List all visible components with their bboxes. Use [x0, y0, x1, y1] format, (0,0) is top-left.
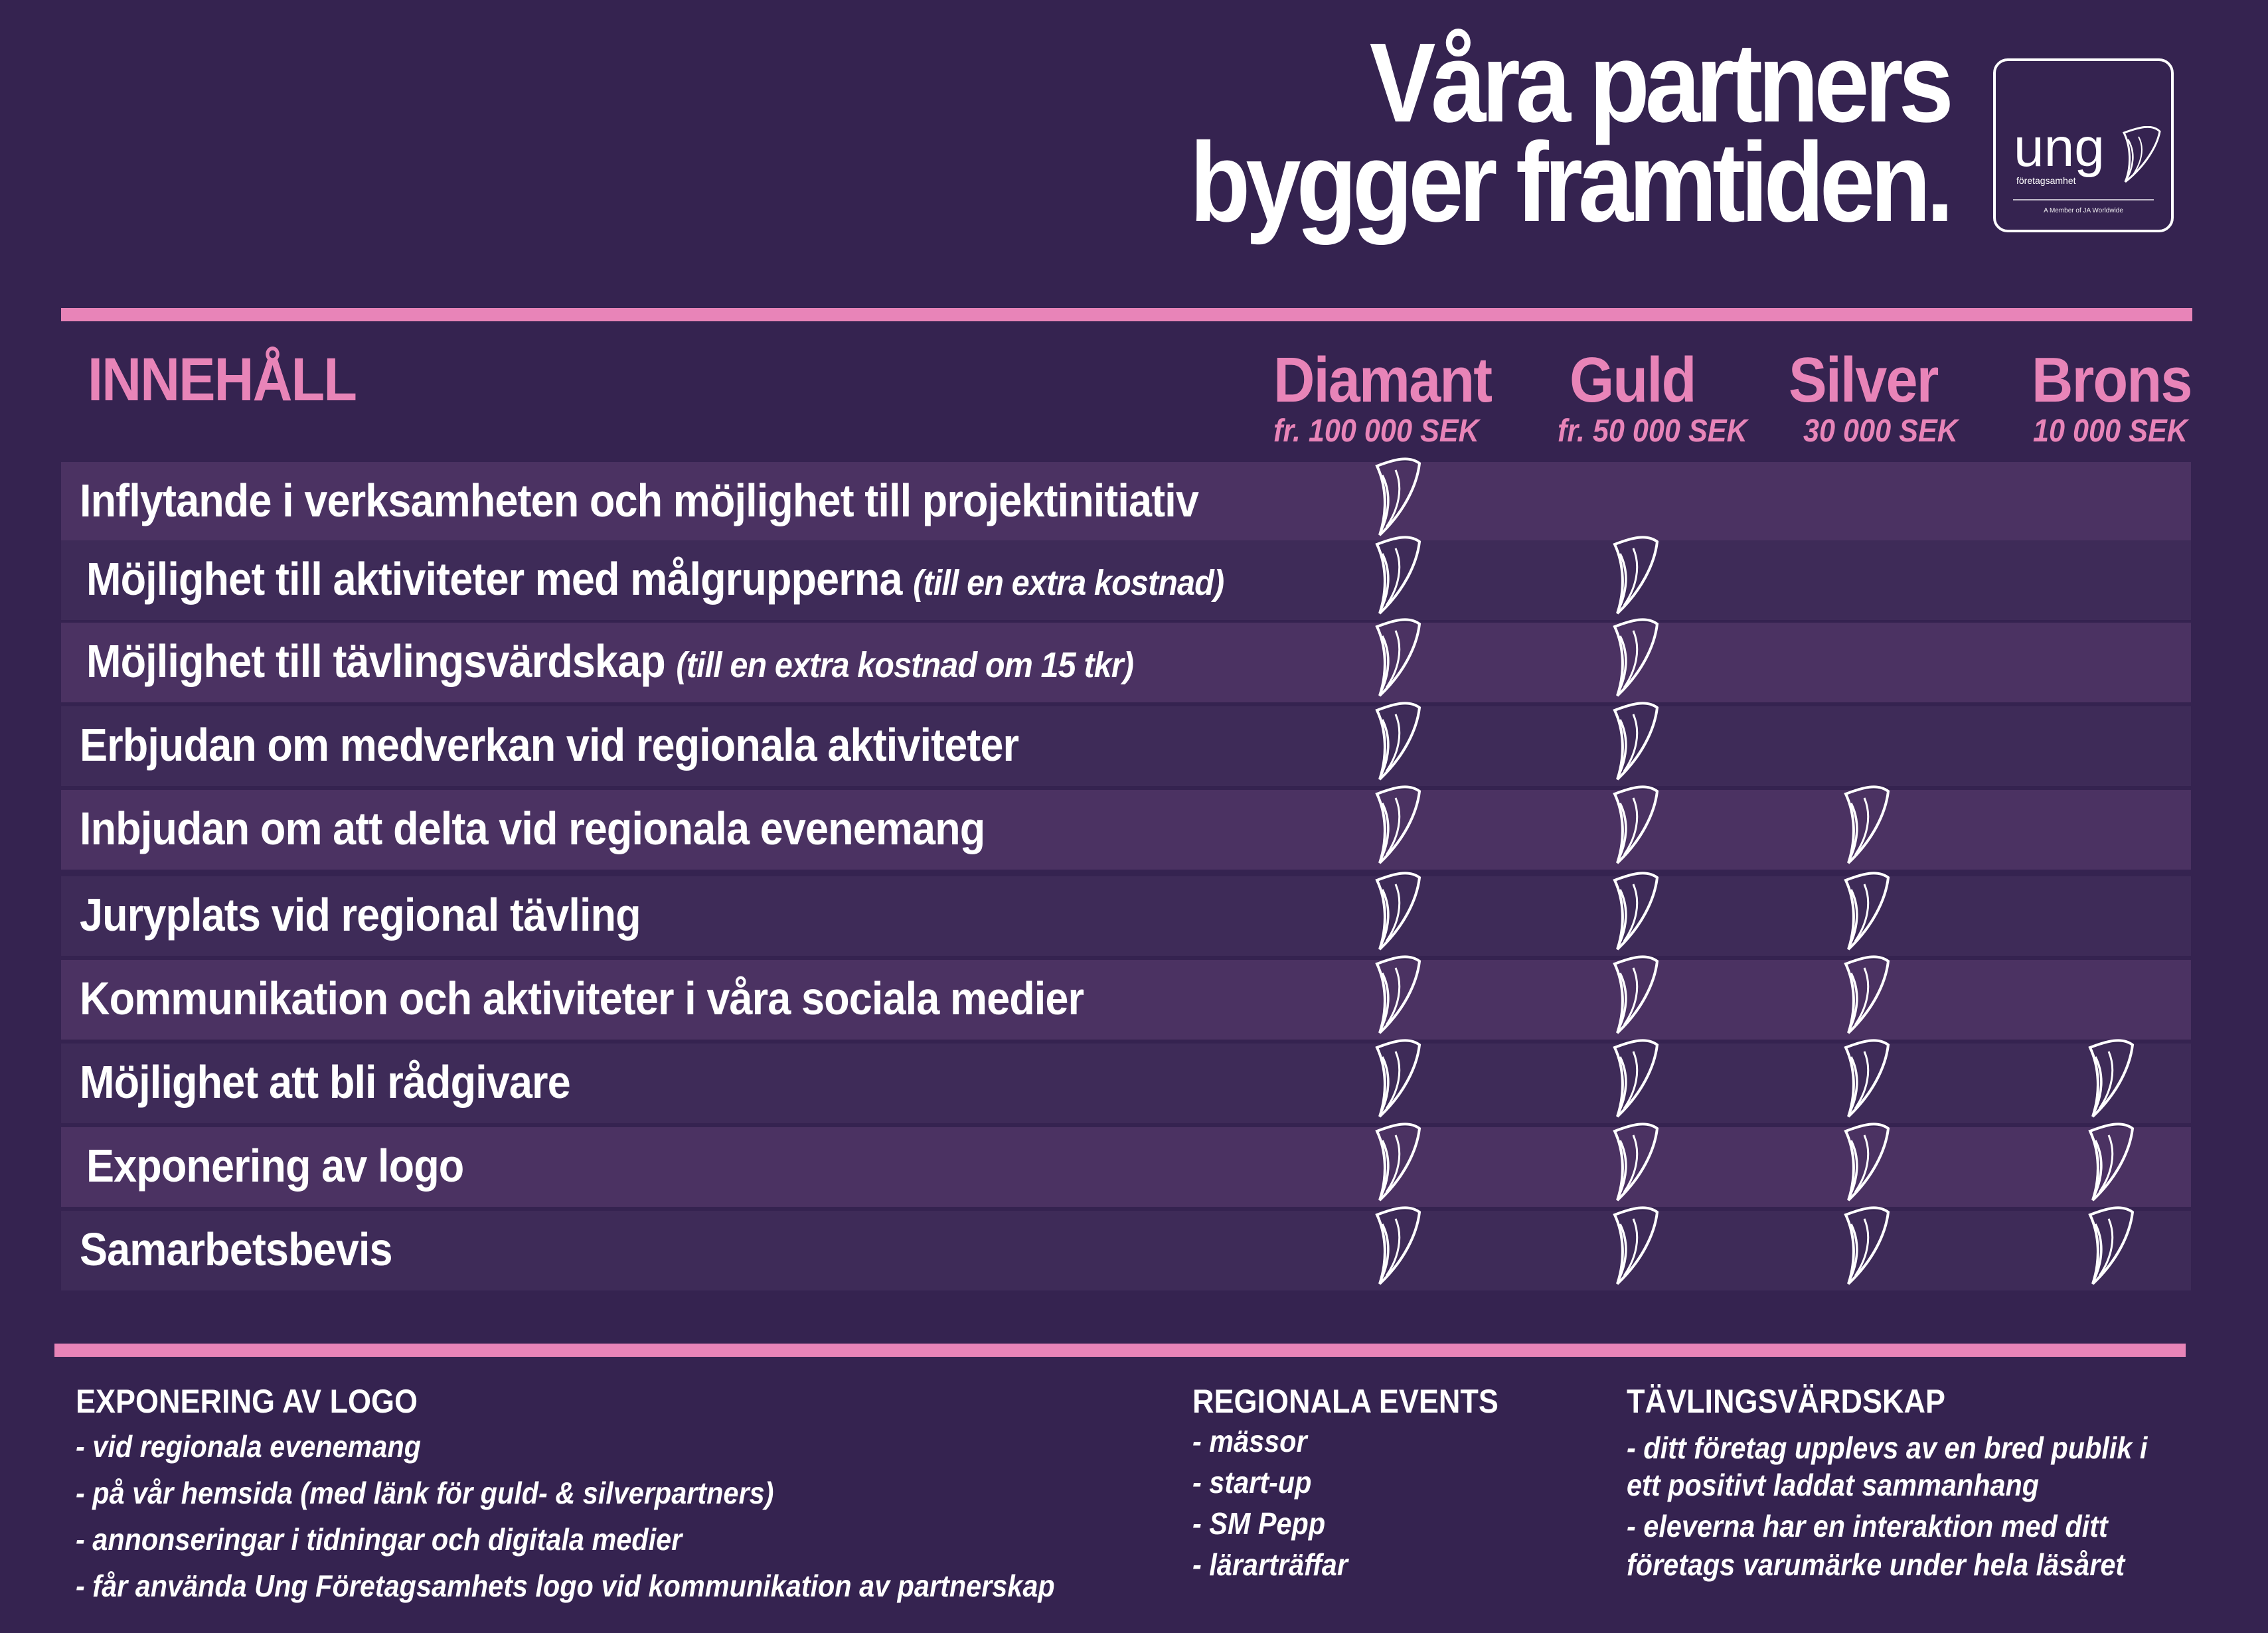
ung-foretagsamhet-mark-icon: [1836, 1202, 1896, 1288]
top-divider: [61, 308, 2192, 321]
row-label-text: Erbjudan om medverkan vid regionala aktiviteter: [80, 719, 1019, 771]
ung-foretagsamhet-mark-icon: [1368, 1202, 1427, 1288]
check-mark-silver: [1836, 1202, 1896, 1288]
tier-price-brons: 10 000 SEK: [2033, 414, 2188, 449]
check-mark-diamant: [1368, 781, 1427, 867]
ung-foretagsamhet-mark-icon: [1605, 781, 1665, 867]
ung-foretagsamhet-mark-icon: [2081, 1202, 2141, 1288]
check-mark-diamant: [1368, 613, 1427, 700]
ung-foretagsamhet-mark-icon: [1368, 1034, 1427, 1121]
check-mark-silver: [1836, 1034, 1896, 1121]
ung-foretagsamhet-mark-icon: [1605, 531, 1665, 617]
list-item: - lärarträffar: [1192, 1547, 1348, 1582]
table-row: [61, 706, 2191, 786]
ung-foretagsamhet-mark-icon: [1605, 1118, 1665, 1204]
tier-name-diamant: Diamant: [1273, 345, 1492, 416]
ung-foretagsamhet-mark-icon: [1368, 697, 1427, 783]
ung-foretagsamhet-mark-icon: [1368, 531, 1427, 617]
check-mark-diamant: [1368, 697, 1427, 783]
list-item: - annonseringar i tidningar och digitala medier: [76, 1522, 683, 1557]
ung-foretagsamhet-mark-icon: [1836, 781, 1896, 867]
list-item: - på vår hemsida (med länk för guld- & silverpartners): [76, 1476, 774, 1510]
row-label: [80, 888, 641, 941]
table-row: [61, 462, 2191, 542]
logo-wordmark: ung: [2014, 117, 2105, 178]
table-row: [61, 790, 2191, 870]
check-mark-guld: [1605, 1202, 1665, 1288]
ung-foretagsamhet-logo: [1993, 58, 2174, 232]
check-mark-guld: [1605, 867, 1665, 953]
list-item: - ditt företag upplevs av en bred publik i: [1627, 1431, 2148, 1465]
check-mark-silver: [1836, 951, 1896, 1037]
table-row: [61, 1127, 2191, 1207]
list-item: - får använda Ung Företagsamhets logo vid kommunikation av partnerskap: [76, 1569, 1055, 1603]
logo-subtitle: företagsamhet: [2016, 175, 2076, 186]
row-note: (till en extra kostnad): [913, 563, 1224, 603]
row-note: (till en extra kostnad om 15 tkr): [676, 645, 1134, 685]
ung-foretagsamhet-mark-icon: [1605, 867, 1665, 953]
check-mark-diamant: [1368, 1034, 1427, 1121]
title-line-1: Våra partners: [1369, 20, 1949, 146]
check-mark-diamant: [1368, 531, 1427, 617]
ung-foretagsamhet-mark-icon: [1836, 1034, 1896, 1121]
ung-foretagsamhet-mark-icon: [1368, 453, 1427, 539]
tier-price-silver: 30 000 SEK: [1803, 414, 1958, 449]
list-item: - mässor: [1192, 1424, 1307, 1458]
logo-member-line: A Member of JA Worldwide: [2044, 207, 2123, 214]
check-mark-diamant: [1368, 951, 1427, 1037]
check-mark-guld: [1605, 531, 1665, 617]
ung-foretagsamhet-mark-icon: [1368, 867, 1427, 953]
row-label: [80, 1055, 570, 1109]
row-label-text: Möjlighet till aktiviteter med målgrupperna: [86, 553, 902, 605]
ung-foretagsamhet-mark-icon: [1605, 1202, 1665, 1288]
table-row: [61, 623, 2191, 702]
tier-price-guld: fr. 50 000 SEK: [1558, 414, 1747, 449]
check-mark-silver: [1836, 781, 1896, 867]
logo-sail-icon: [2119, 126, 2165, 186]
row-label: [86, 635, 1133, 688]
check-mark-brons: [2081, 1034, 2141, 1121]
table-row: [61, 1044, 2191, 1123]
row-label: [80, 972, 1084, 1025]
ung-foretagsamhet-mark-icon: [1368, 951, 1427, 1037]
row-label-text: Juryplats vid regional tävling: [80, 889, 641, 941]
row-label-text: Samarbetsbevis: [80, 1223, 392, 1275]
check-mark-diamant: [1368, 453, 1427, 539]
regional-events-heading: REGIONALA EVENTS: [1192, 1383, 1498, 1420]
check-mark-guld: [1605, 781, 1665, 867]
row-label-text: Exponering av logo: [86, 1140, 464, 1192]
row-label: [80, 474, 1198, 527]
list-item: - SM Pepp: [1192, 1506, 1326, 1541]
tier-name-silver: Silver: [1789, 345, 1938, 416]
check-mark-brons: [2081, 1202, 2141, 1288]
row-label: [86, 1139, 463, 1192]
row-label: [80, 802, 985, 855]
competition-hosting-heading: TÄVLINGSVÄRDSKAP: [1627, 1383, 1946, 1420]
list-item: - eleverna har en interaktion med ditt: [1627, 1509, 2108, 1543]
ung-foretagsamhet-mark-icon: [2081, 1034, 2141, 1121]
ung-foretagsamhet-mark-icon: [1605, 613, 1665, 700]
check-mark-diamant: [1368, 867, 1427, 953]
tier-name-guld: Guld: [1570, 345, 1696, 416]
ung-foretagsamhet-mark-icon: [1368, 1118, 1427, 1204]
row-label: [86, 552, 1224, 605]
ung-foretagsamhet-mark-icon: [1605, 697, 1665, 783]
tier-name-brons: Brons: [2032, 345, 2192, 416]
table-row: [61, 540, 2191, 620]
ung-foretagsamhet-mark-icon: [1836, 1118, 1896, 1204]
row-label-text: Inflytande i verksamheten och möjlighet till projektinitiativ: [80, 475, 1198, 526]
ung-foretagsamhet-mark-icon: [1605, 951, 1665, 1037]
table-row: [61, 876, 2191, 956]
ung-foretagsamhet-mark-icon: [1836, 867, 1896, 953]
row-label-text: Möjlighet att bli rådgivare: [80, 1056, 570, 1108]
list-item: - vid regionala evenemang: [76, 1429, 421, 1464]
check-mark-silver: [1836, 867, 1896, 953]
check-mark-brons: [2081, 1118, 2141, 1204]
check-mark-guld: [1605, 1034, 1665, 1121]
list-item: - start-up: [1192, 1465, 1312, 1500]
check-mark-guld: [1605, 697, 1665, 783]
list-item: ett positivt laddat sammanhang: [1627, 1468, 2040, 1502]
list-item: företags varumärke under hela läsåret: [1627, 1547, 2125, 1582]
check-mark-guld: [1605, 951, 1665, 1037]
ung-foretagsamhet-mark-icon: [2081, 1118, 2141, 1204]
check-mark-guld: [1605, 1118, 1665, 1204]
logo-divider: [2013, 199, 2154, 200]
check-mark-diamant: [1368, 1202, 1427, 1288]
page-title: [1190, 20, 1949, 246]
ung-foretagsamhet-mark-icon: [1368, 613, 1427, 700]
title-line-2: bygger framtiden.: [1190, 119, 1949, 246]
tier-price-diamant: fr. 100 000 SEK: [1273, 414, 1479, 449]
bottom-divider: [54, 1344, 2186, 1357]
table-row: [61, 960, 2191, 1040]
ung-foretagsamhet-mark-icon: [1368, 781, 1427, 867]
check-mark-diamant: [1368, 1118, 1427, 1204]
row-label-text: Kommunikation och aktiviteter i våra sociala medier: [80, 972, 1084, 1024]
row-label: [80, 1223, 392, 1276]
ung-foretagsamhet-mark-icon: [1836, 951, 1896, 1037]
check-mark-silver: [1836, 1118, 1896, 1204]
check-mark-guld: [1605, 613, 1665, 700]
ung-foretagsamhet-mark-icon: [1605, 1034, 1665, 1121]
table-row: [61, 1211, 2191, 1290]
content-heading: INNEHÅLL: [88, 346, 357, 414]
row-label: [80, 718, 1018, 771]
logo-exposure-heading: EXPONERING AV LOGO: [76, 1383, 418, 1420]
row-label-text: Möjlighet till tävlingsvärdskap: [86, 635, 665, 687]
row-label-text: Inbjudan om att delta vid regionala evenemang: [80, 803, 985, 854]
